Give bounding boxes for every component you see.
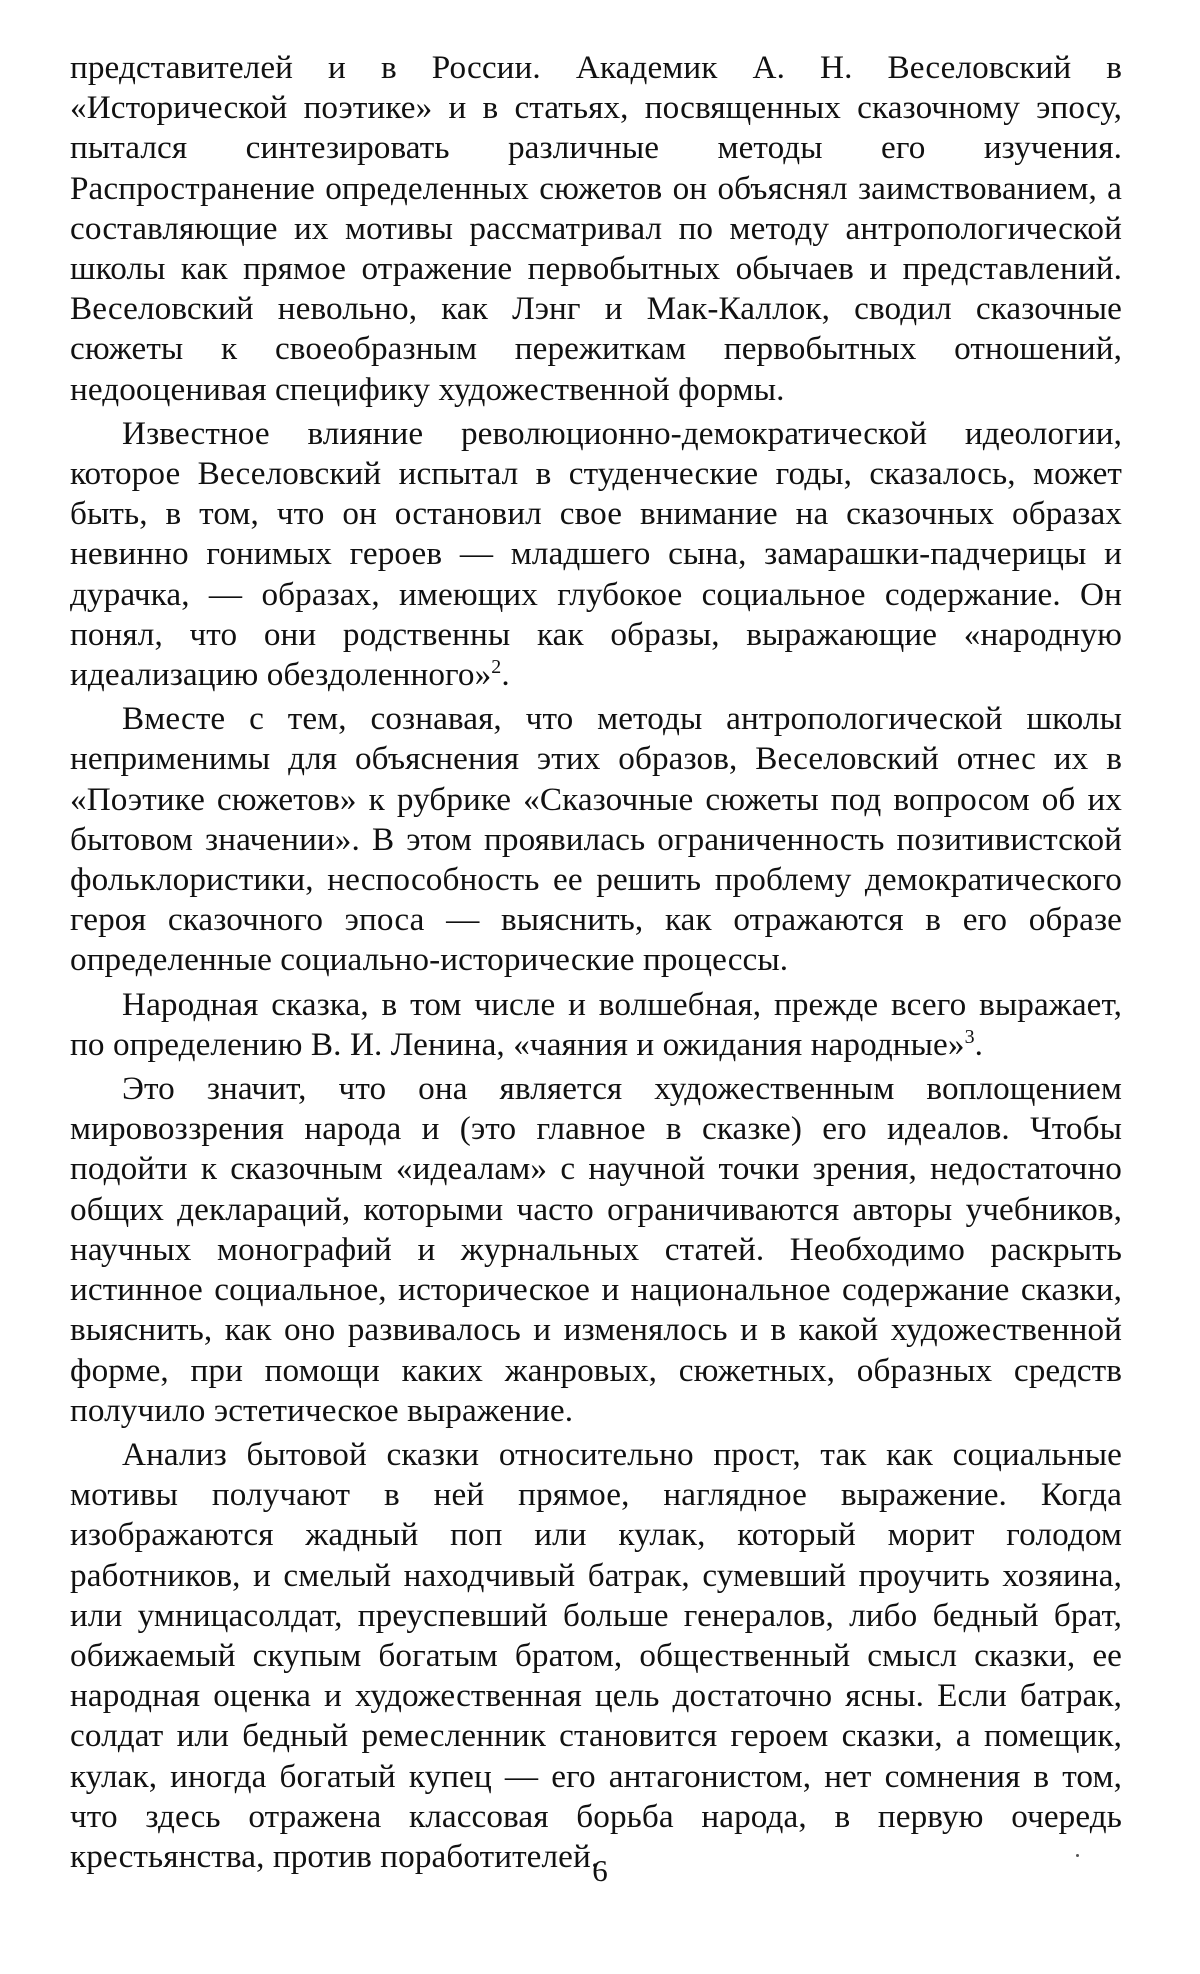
paragraph-5-text: Это значит, что она является художественным воплощением мировоззрения народа и (это главное в сказке) его идеалов. Чтобы подойти к сказочным «идеалам» с научной точки зрения, недостаточно общих деклараций, которыми часто ограничиваются авторы учебников, научных монографий и журнальных статей. Необходимо раскрыть истинное социальное, историческое и национальное содержание сказки, выяснить, как оно развивалось и изменялось и в какой художественной форме, при помощи каких жанровых, сюжетных, образных средств получило эстетическое выражение. [70,1070,1122,1429]
scan-speck [1076,1854,1079,1857]
paragraph-3 [70,699,1122,980]
paragraph-4 [70,985,1122,1065]
page-body [70,48,1122,1877]
paragraph-4-tail: . [974,1025,984,1063]
paragraph-5 [70,1069,1122,1431]
paragraph-1-text: представителей и в России. Академик А. Н. Веселовский в «Исторической поэтике» и в статьях, посвященных сказочному эпосу, пытался синтезировать различные методы его изучения. Распространение определенных сюжетов он объяснял заимствованием, а составляющие их мотивы рассматривал по методу антропологической школы как прямое отражение первобытных обычаев и представлений. Веселовский невольно, как Лэнг и Мак-Каллок, сводил сказочные сюжеты к своеобразным пережиткам первобытных отношений, недооценивая специфику художественной формы. [70,49,1122,408]
paragraph-2 [70,414,1122,695]
paragraph-3-text: Вместе с тем, сознавая, что методы антропологической школы неприменимы для объяснения этих образов, Веселовский отнес их в «Поэтике сюжетов» к рубрике «Сказочные сюжеты под вопросом об их бытовом значении». В этом проявилась ограниченность позитивистской фольклористики, неспособность ее решить проблему демократического героя сказочного эпоса — выяснить, как отражаются в его образе определенные социально-исторические процессы. [70,700,1122,979]
paragraph-2-tail: . [501,656,510,694]
paragraph-6-text: Анализ бытовой сказки относительно прост, так как социальные мотивы получают в ней прямое, наглядное выражение. Когда изображаются жадный поп или кулак, который морит голодом работников, и смелый находчивый батрак, сумевший проучить хозяина, или умницасолдат, преуспевший больше генералов, либо бедный брат, обижаемый скупым богатым братом, общественный смысл сказки, ее народная оценка и художественная цель достаточно ясны. Если батрак, солдат или бедный ремесленник становится героем сказки, а помещик, кулак, иногда богатый купец — его антагонистом, нет сомнения в том, что здесь отражена классовая борьба народа, в первую очередь крестьянства, против поработителей. [70,1435,1122,1875]
paragraph-1 [70,48,1122,410]
page-number: 6 [592,1853,608,1888]
paragraph-4-text: Народная сказка, в том числе и волшебная, прежде всего выражает, по определению В. И. Ленина, «чаяния и ожидания народные» [70,985,1122,1063]
paragraph-6 [70,1435,1122,1877]
footnote-ref-3[interactable]: 3 [964,1025,975,1048]
footnote-ref-2[interactable]: 2 [491,655,502,678]
paragraph-2-text: Известное влияние революционно-демократической идеологии, которое Веселовский испытал в студенческие годы, сказалось, может быть, в том, что он остановил свое внимание на сказочных образах невинно гонимых героев — младшего сына, замарашки-падчерицы и дурачка, — образах, имеющих глубокое социальное содержание. Он понял, что они родственны как образы, выражающие «народную идеализацию обездоленного» [70,414,1122,694]
